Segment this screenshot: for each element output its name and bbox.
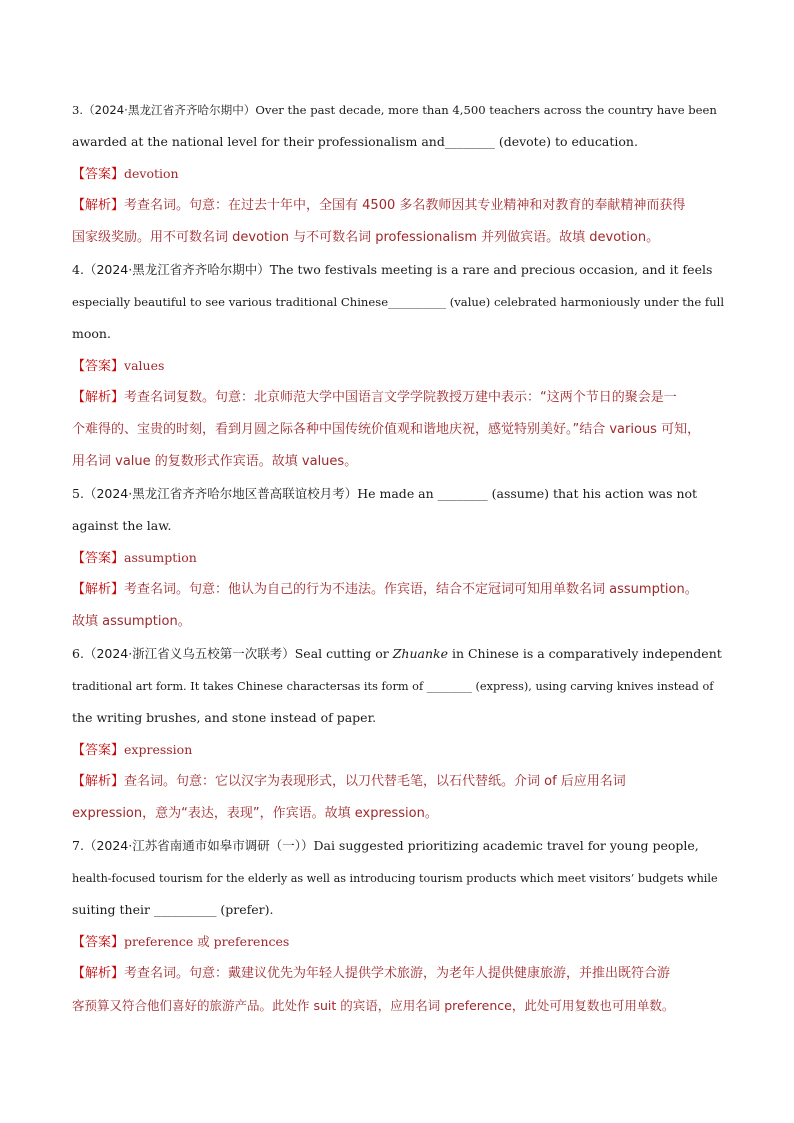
answer-label: 【答案】 (72, 551, 125, 566)
question-text: (assume) that his action was not (487, 486, 698, 501)
analysis-label: 【解析】 (72, 966, 125, 981)
question-5-line-1 (72, 478, 728, 510)
question-text: The two festivals meeting is a rare and precious occasion, and it feels (269, 262, 713, 277)
question-text: in Chinese is a comparatively independent (447, 646, 722, 661)
question-4-line-2 (72, 286, 728, 318)
analysis-line (72, 190, 728, 222)
answer-label: 【答案】 (72, 743, 125, 758)
question-text: (prefer). (216, 902, 274, 917)
analysis-text: 国家级奖励。用不可数名词 devotion 与不可数名词 professionalism 并列做宾语。故填 devotion。 (72, 230, 660, 245)
answer-line (72, 542, 728, 574)
question-7-line-2 (72, 862, 728, 894)
answer-blank: ________ (426, 680, 472, 693)
question-6-line-2 (72, 670, 728, 702)
analysis-line (72, 606, 728, 638)
answer-blank: ________ (437, 486, 488, 501)
question-text-italic: Zhuanke (392, 646, 448, 661)
question-text: (value) celebrated harmoniously under the full (446, 295, 725, 309)
question-6-line-1 (72, 638, 728, 670)
question-source: （2024·江苏省南通市如皋市调研（一）） (83, 838, 314, 853)
question-3-line-2 (72, 126, 728, 158)
answer-value: devotion (124, 166, 179, 181)
analysis-line (72, 574, 728, 606)
document-page (72, 94, 728, 1022)
question-source: （2024·黑龙江省齐齐哈尔期中） (83, 262, 270, 277)
analysis-label: 【解析】 (72, 390, 125, 405)
answer-label: 【答案】 (72, 167, 125, 182)
question-number: 3. (72, 103, 84, 117)
question-text: the writing brushes, and stone instead of paper. (72, 710, 377, 725)
analysis-line (72, 414, 728, 446)
question-number: 4. (72, 262, 84, 277)
question-text: (express), using carving knives instead of (471, 680, 714, 693)
answer-label: 【答案】 (72, 935, 125, 950)
question-number: 5. (72, 486, 84, 501)
answer-value: values (124, 358, 165, 373)
question-text: Seal cutting or (294, 646, 393, 661)
question-text: moon. (72, 326, 111, 341)
analysis-text: 考查名词复数。句意：北京师范大学中国语言文学学院教授万建中表示：“这两个节日的聚会是一 (124, 390, 677, 405)
question-text: suiting their (72, 902, 154, 917)
question-6-line-3 (72, 702, 728, 734)
analysis-text: 用名词 value 的复数形式作宾语。故填 values。 (72, 454, 358, 469)
analysis-label: 【解析】 (72, 198, 125, 213)
question-text: health-focused tourism for the elderly as well as introducing tourism products which meet visitors’ budgets while (72, 872, 718, 885)
answer-value: assumption (124, 550, 197, 565)
analysis-line (72, 798, 728, 830)
analysis-text: 考查名词。句意：戴建议优先为年轻人提供学术旅游，为老年人提供健康旅游，并推出既符合游 (124, 966, 671, 981)
answer-blank: ________ (444, 134, 495, 149)
analysis-line (72, 222, 728, 254)
answer-line (72, 350, 728, 382)
answer-value: expression (124, 742, 193, 757)
analysis-text: 客预算又符合他们喜好的旅游产品。此处作 suit 的宾语，应用名词 preference，此处可用复数也可用单数。 (72, 998, 675, 1013)
analysis-text: 考查名词。句意：在过去十年中，全国有 4500 多名教师因其专业精神和对教育的奉献精神而获得 (124, 198, 686, 213)
analysis-line (72, 382, 728, 414)
question-7-line-1 (72, 830, 728, 862)
question-source: （2024·黑龙江省齐齐哈尔地区普高联谊校月考） (83, 486, 358, 501)
question-text: especially beautiful to see various traditional Chinese (72, 295, 389, 309)
question-7-line-3 (72, 894, 728, 926)
analysis-label: 【解析】 (72, 774, 125, 789)
question-text: Over the past decade, more than 4,500 teachers across the country have been (255, 103, 717, 117)
question-text: awarded at the national level for their professionalism and (72, 134, 445, 149)
question-4-line-3 (72, 318, 728, 350)
analysis-line (72, 990, 728, 1022)
question-text: Dai suggested prioritizing academic travel for young people, (313, 838, 699, 853)
answer-blank: __________ (153, 902, 217, 917)
question-text: He made an (357, 486, 438, 501)
answer-label: 【答案】 (72, 359, 125, 374)
question-text: against the law. (72, 518, 172, 533)
question-number: 7. (72, 838, 84, 853)
question-source: （2024·浙江省义乌五校第一次联考） (83, 646, 295, 661)
analysis-text: 故填 assumption。 (72, 614, 191, 629)
question-text: traditional art form. It takes Chinese charactersas its form of (72, 680, 427, 693)
answer-value: preference 或 preferences (124, 934, 290, 949)
analysis-line (72, 446, 728, 478)
question-3-line-1 (72, 94, 728, 126)
analysis-line (72, 958, 728, 990)
analysis-text: 查名词。句意：它以汉字为表现形式，以刀代替毛笔，以石代替纸。介词 of 后应用名词 (124, 774, 626, 789)
analysis-text: expression，意为“表达，表现”，作宾语。故填 expression。 (72, 806, 438, 821)
answer-line (72, 734, 728, 766)
question-4-line-1 (72, 254, 728, 286)
analysis-text: 个难得的、宝贵的时刻，看到月圆之际各种中国传统价值观和谐地庆祝，感觉特别美好。”结合 various 可知， (72, 422, 701, 437)
analysis-line (72, 766, 728, 798)
question-source: （2024·黑龙江省齐齐哈尔期中） (83, 103, 256, 117)
analysis-text: 考查名词。句意：他认为自己的行为不违法。作宾语，结合不定冠词可知用单数名词 assumption。 (124, 582, 698, 597)
question-5-line-2 (72, 510, 728, 542)
question-text: (devote) to education. (494, 134, 638, 149)
analysis-label: 【解析】 (72, 582, 125, 597)
answer-line (72, 158, 728, 190)
question-number: 6. (72, 646, 84, 661)
answer-blank: __________ (388, 295, 447, 309)
answer-line (72, 926, 728, 958)
